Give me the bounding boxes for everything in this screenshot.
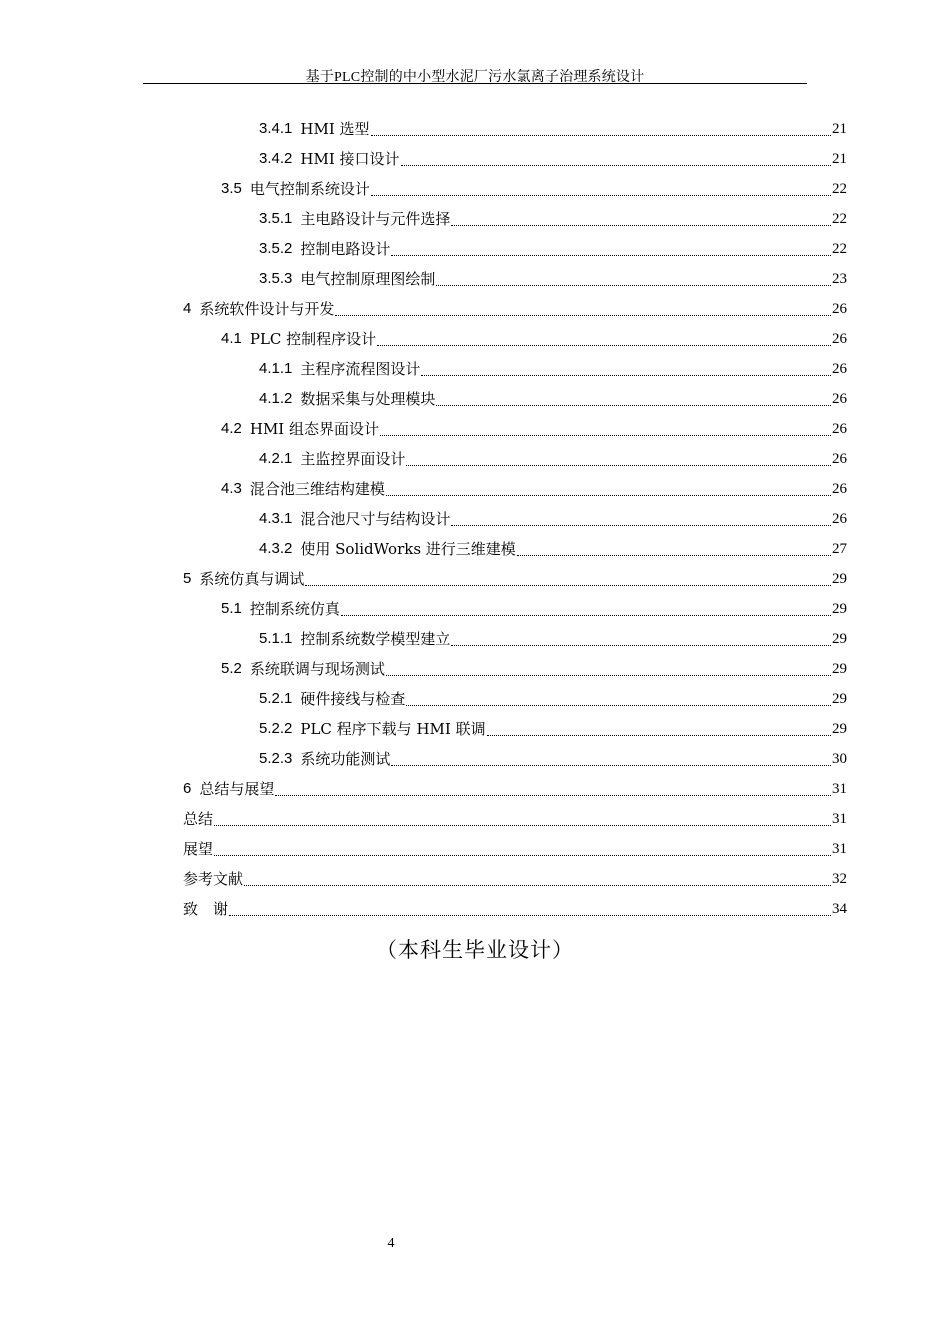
toc-dot-leader: [229, 915, 831, 916]
toc-entry-number: 5: [183, 570, 192, 587]
toc-entry-page: 29: [832, 721, 847, 737]
toc-entry[interactable]: [183, 264, 847, 294]
toc-entry-title: 系统功能测试: [300, 750, 391, 768]
toc-dot-leader: [451, 225, 831, 226]
toc-entry-page: 31: [832, 781, 847, 797]
toc-entry-page: 22: [832, 241, 847, 257]
toc-entry[interactable]: [183, 204, 847, 234]
toc-entry[interactable]: [183, 414, 847, 444]
toc-entry[interactable]: [183, 834, 847, 864]
toc-dot-leader: [406, 705, 831, 706]
toc-entry-number: 3.5: [221, 180, 242, 197]
toc-entry-page: 26: [832, 451, 847, 467]
toc-entry-number: 5.1: [221, 600, 242, 617]
toc-entry-number: 3.4.2: [259, 150, 293, 167]
toc-entry[interactable]: [183, 114, 847, 144]
toc-entry[interactable]: [183, 354, 847, 384]
toc-entry-title: 主监控界面设计: [300, 450, 406, 468]
toc-dot-leader: [275, 795, 831, 796]
toc-entry-number: 6: [183, 780, 192, 797]
toc-entry-page: 22: [832, 181, 847, 197]
toc-dot-leader: [391, 765, 831, 766]
toc-entry-number: 4.2.1: [259, 450, 293, 467]
toc-dot-leader: [487, 735, 831, 736]
toc-entry-title: 硬件接线与检查: [300, 690, 406, 708]
toc-entry-number: 4.1.2: [259, 390, 293, 407]
toc-entry-page: 29: [832, 661, 847, 677]
toc-dot-leader: [214, 825, 831, 826]
toc-entry-page: 29: [832, 631, 847, 647]
toc-entry-page: 26: [832, 361, 847, 377]
toc-dot-leader: [406, 465, 831, 466]
toc-entry-page: 29: [832, 601, 847, 617]
toc-dot-leader: [214, 855, 831, 856]
toc-entry-title: 数据采集与处理模块: [300, 390, 436, 408]
toc-entry-title: 参考文献: [183, 870, 244, 888]
toc-entry[interactable]: [183, 444, 847, 474]
toc-dot-leader: [436, 405, 831, 406]
toc-entry-title: PLC 程序下载与 HMI 联调: [300, 720, 486, 738]
toc-entry-number: 4.3.1: [259, 510, 293, 527]
toc-dot-leader: [380, 435, 831, 436]
page-number: 4: [387, 1236, 395, 1251]
toc-entry-title: 电气控制系统设计: [249, 180, 370, 198]
toc-entry[interactable]: [183, 744, 847, 774]
toc-entry-number: 5.2.2: [259, 720, 293, 737]
toc-entry-title: 主电路设计与元件选择: [300, 210, 451, 228]
toc-entry-number: 3.5.1: [259, 210, 293, 227]
toc-dot-leader: [335, 315, 831, 316]
table-of-contents: [183, 114, 847, 924]
toc-entry-page: 21: [832, 121, 847, 137]
toc-dot-leader: [386, 495, 831, 496]
toc-entry-title: 控制系统仿真: [249, 600, 340, 618]
toc-entry[interactable]: [183, 384, 847, 414]
toc-entry[interactable]: [183, 654, 847, 684]
toc-entry-title: PLC 控制程序设计: [249, 330, 377, 348]
toc-entry-number: 5.2: [221, 660, 242, 677]
toc-entry-number: 5.2.3: [259, 750, 293, 767]
toc-entry-title: 混合池尺寸与结构设计: [300, 510, 451, 528]
toc-entry-number: 3.5.2: [259, 240, 293, 257]
toc-entry-page: 22: [832, 211, 847, 227]
toc-entry[interactable]: [183, 294, 847, 324]
toc-dot-leader: [371, 195, 831, 196]
toc-dot-leader: [371, 135, 831, 136]
toc-dot-leader: [377, 345, 831, 346]
toc-entry-page: 21: [832, 151, 847, 167]
toc-entry[interactable]: [183, 324, 847, 354]
toc-entry-title: 系统软件设计与开发: [199, 300, 335, 318]
toc-entry[interactable]: [183, 774, 847, 804]
toc-entry-title: 控制系统数学模型建立: [300, 630, 451, 648]
toc-entry[interactable]: [183, 894, 847, 924]
toc-dot-leader: [386, 675, 831, 676]
toc-entry-page: 26: [832, 511, 847, 527]
toc-entry[interactable]: [183, 624, 847, 654]
toc-entry-number: 5.1.1: [259, 630, 293, 647]
toc-entry-title: HMI 选型: [300, 120, 370, 138]
toc-entry-number: 3.4.1: [259, 120, 293, 137]
toc-entry-number: 4.3.2: [259, 540, 293, 557]
toc-entry-page: 30: [832, 751, 847, 767]
toc-entry-title: 系统联调与现场测试: [249, 660, 385, 678]
toc-dot-leader: [391, 255, 831, 256]
header-rule: [143, 83, 807, 84]
toc-entry-page: 26: [832, 481, 847, 497]
toc-dot-leader: [341, 615, 831, 616]
toc-dot-leader: [244, 885, 831, 886]
toc-dot-leader: [436, 285, 831, 286]
toc-entry-title: 主程序流程图设计: [300, 360, 421, 378]
toc-dot-leader: [305, 585, 831, 586]
toc-entry-page: 26: [832, 391, 847, 407]
toc-entry-title: 电气控制原理图绘制: [300, 270, 436, 288]
toc-entry-page: 32: [832, 871, 847, 887]
toc-entry[interactable]: [183, 804, 847, 834]
toc-entry[interactable]: [183, 504, 847, 534]
toc-entry-page: 29: [832, 691, 847, 707]
toc-entry[interactable]: [183, 474, 847, 504]
toc-dot-leader: [451, 645, 831, 646]
toc-entry-page: 31: [832, 841, 847, 857]
toc-entry-number: 4: [183, 300, 192, 317]
toc-entry[interactable]: [183, 534, 847, 564]
toc-entry-title: 总结: [183, 810, 214, 828]
toc-entry-number: 4.1.1: [259, 360, 293, 377]
toc-entry-title: 展望: [183, 840, 214, 858]
toc-entry[interactable]: [183, 684, 847, 714]
toc-entry[interactable]: [183, 594, 847, 624]
toc-entry-title: HMI 组态界面设计: [249, 420, 379, 438]
toc-entry-page: 26: [832, 301, 847, 317]
toc-dot-leader: [421, 375, 831, 376]
toc-entry[interactable]: [183, 714, 847, 744]
toc-entry-title: 混合池三维结构建模: [249, 480, 385, 498]
toc-entry-page: 23: [832, 271, 847, 287]
document-caption: （本科生毕业设计）: [376, 938, 574, 962]
toc-entry-number: 4.3: [221, 480, 242, 497]
toc-dot-leader: [401, 165, 831, 166]
toc-entry[interactable]: [183, 234, 847, 264]
toc-entry[interactable]: [183, 564, 847, 594]
toc-entry-title: HMI 接口设计: [300, 150, 400, 168]
toc-entry-page: 31: [832, 811, 847, 827]
toc-entry[interactable]: [183, 864, 847, 894]
toc-entry[interactable]: [183, 144, 847, 174]
toc-entry-number: 3.5.3: [259, 270, 293, 287]
toc-entry[interactable]: [183, 174, 847, 204]
toc-entry-title: 总结与展望: [199, 780, 275, 798]
toc-entry-number: 4.2: [221, 420, 242, 437]
toc-entry-title: 系统仿真与调试: [199, 570, 305, 588]
toc-entry-number: 4.1: [221, 330, 242, 347]
toc-entry-number: 5.2.1: [259, 690, 293, 707]
toc-entry-page: 27: [832, 541, 847, 557]
toc-entry-page: 26: [832, 331, 847, 347]
toc-entry-page: 34: [832, 901, 847, 917]
toc-dot-leader: [517, 555, 831, 556]
toc-dot-leader: [451, 525, 831, 526]
toc-entry-page: 26: [832, 421, 847, 437]
running-header-title: 基于PLC控制的中小型水泥厂污水氯离子治理系统设计: [305, 70, 645, 85]
toc-entry-page: 29: [832, 571, 847, 587]
toc-entry-title: 使用 SolidWorks 进行三维建模: [300, 540, 516, 558]
toc-entry-title: 致 谢: [183, 900, 229, 918]
toc-entry-title: 控制电路设计: [300, 240, 391, 258]
